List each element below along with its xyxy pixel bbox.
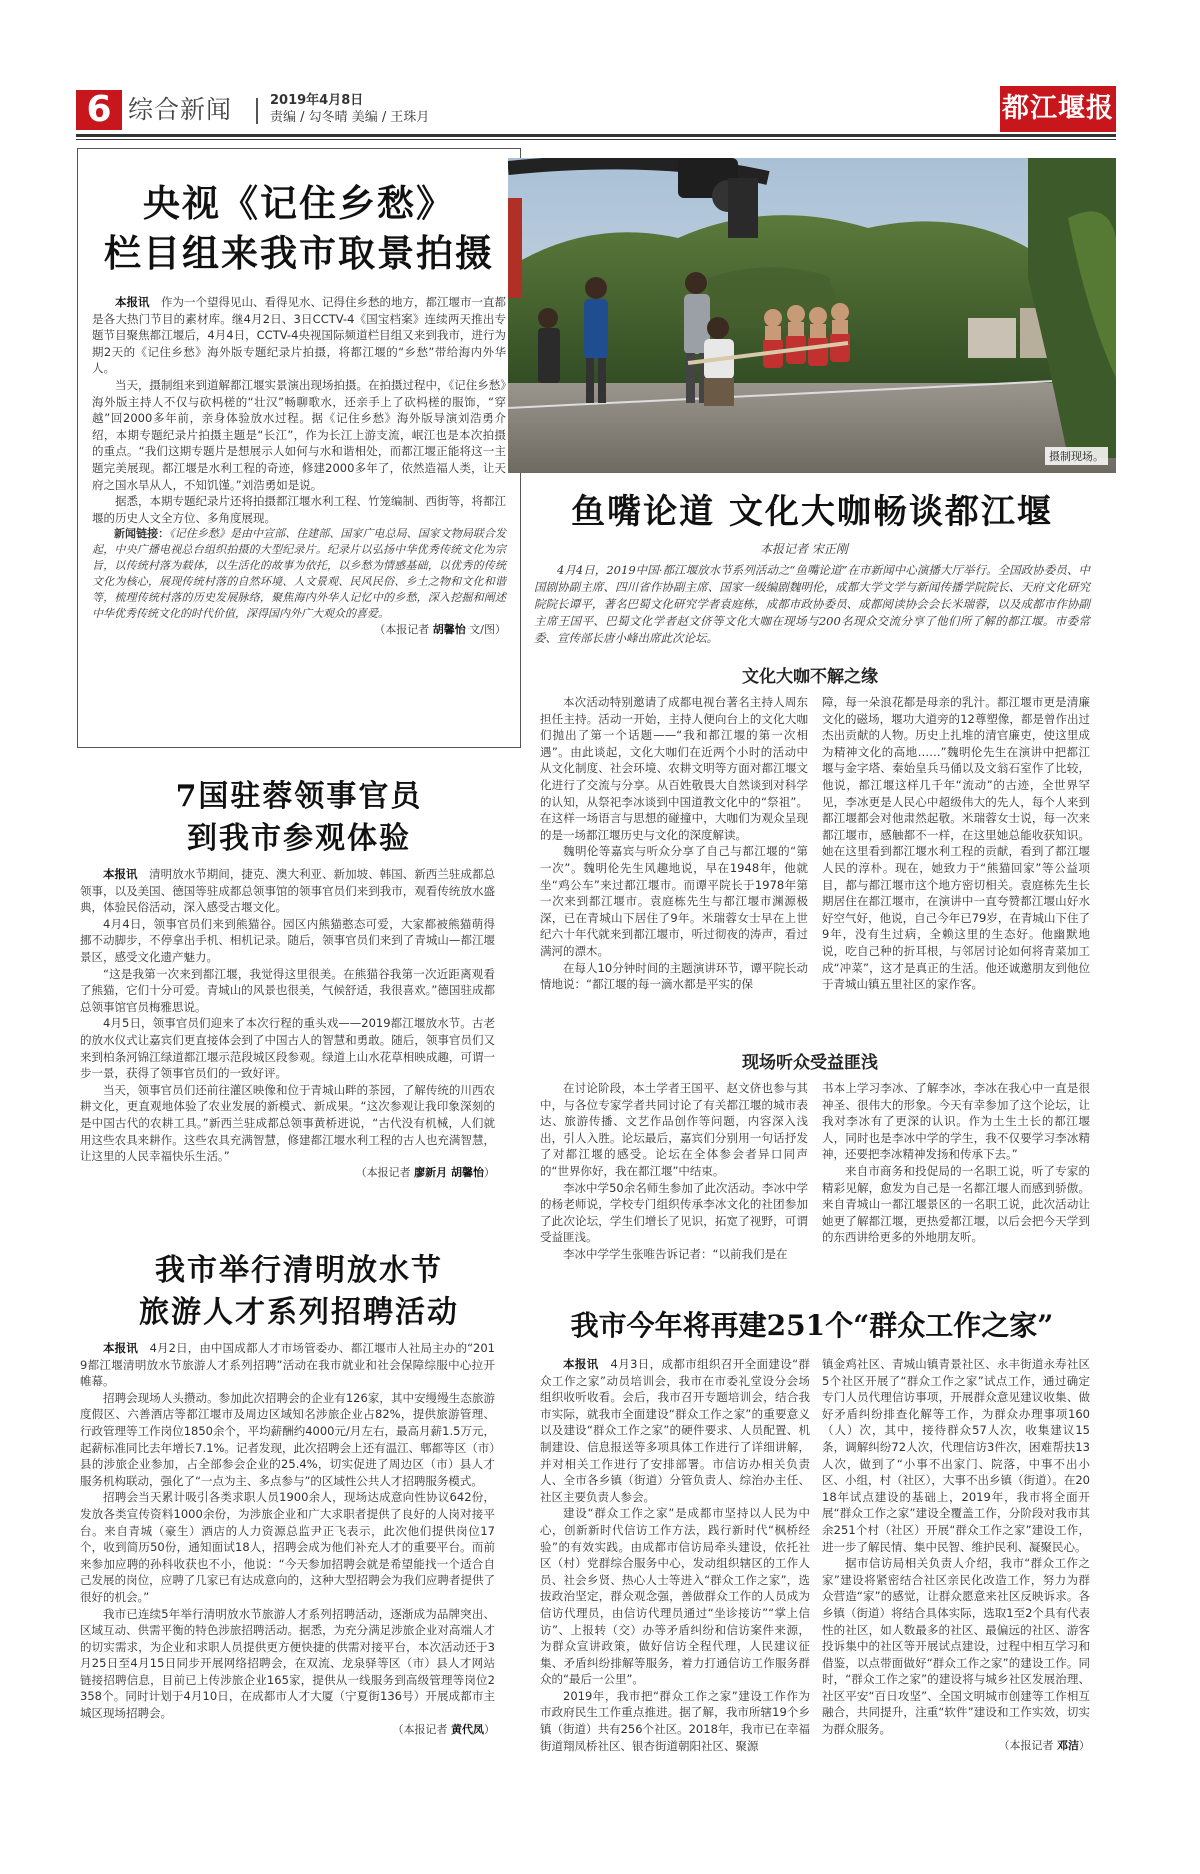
article-yuzui-byline: 本报记者 宋正刚 — [760, 542, 848, 556]
news-link-text: 《记住乡愁》是由中宣部、住建部、国家广电总局、国家文物局联合发起，中央广播电视总台组织拍摄的大型纪录片。纪录片以弘扬中华优秀传统文化为宗旨，以传统村落为载体，以生活化的故事为依托，以乡愁为情感基础，以优秀的传统文化为核心，展现传统村落的自然环境、人文景观、民风民俗、乡土之物和文化和谐等，梳理传统村落的历史发展脉络，聚焦海内外华人记忆中的乡愁，深入挖掘和阐述中华优秀传统文化的时代价值，深得国内外广大观众的喜爱。 — [92, 527, 507, 621]
paragraph — [92, 294, 506, 377]
article-credit — [80, 1165, 495, 1182]
article-yuzui-col2 — [822, 694, 1090, 993]
paragraph-text: 作为一个望得见山、看得见水、记得住乡愁的地方，都江堰市一直都是各大热门节目的素材库。继4月2日、3日CCTV-4《国宝档案》连续两天推出专题节目聚焦都江堰后，4月4日，CCTV-4央视国际频道栏目组又来到我市，进行为期2天的《记住乡愁》海外版专题纪录片拍摄，将都江堰的“乡愁”带给海内外华人。 — [92, 295, 506, 376]
filming-scene-image — [508, 158, 1116, 473]
lead-tag: 本报讯 — [115, 295, 150, 309]
paragraph: 4月4日，领事官员们来到熊猫谷。园区内熊猫憨态可爱，大家都被熊猫萌得挪不动脚步，不停拿出手机、相机记录。随后，领事官员们来到了青城山—都江堰景区，感受文化遗产魅力。 — [80, 916, 495, 964]
credit-suffix: ） — [484, 1722, 495, 1736]
paragraph: 本次活动特别邀请了成都电视台著名主持人周东担任主持。活动一开始，主持人便向台上的文化大咖们抛出了第一个话题——“我和都江堰的第一次相遇”。由此谈起，文化大咖们在近两个小时的活动中从文化制度、社会环境、农耕文明等方面对都江堰文化进行了交流与分享。从百姓敬畏大自然谈到对科学的认知，从祭祀李冰谈到中国道教文化中的“祭祖”。在这样一场语言与思想的碰撞中，大咖们为观众呈现的是一场都江堰历史与文化的深度解读。 — [540, 695, 808, 842]
section-divider — [256, 98, 258, 124]
lead-tag: 本报讯 — [103, 867, 138, 881]
paragraph: 当天，领事官员们还前往灌区映像和位于青城山畔的茶园，了解传统的川西农耕文化，更直观地体验了农业发展的新模式、新成果。“这次参观让我印象深刻的是中国古代的农耕工具。”新西兰驻成都总领事黄桥进说，“古代没有机械，人们就用这些农具来耕作。这些农具充满智慧，修建都江堰水利工程的古人也充满智慧，让这里的人民幸福快乐生活。” — [80, 1082, 495, 1164]
lead-tag: 本报讯 — [103, 1341, 138, 1355]
credit-suffix: ） — [1079, 1738, 1090, 1752]
credit-name: 邓洁 — [1057, 1738, 1079, 1752]
paragraph: 招聘会现场人头攒动。参加此次招聘会的企业有126家，其中安缦缦生态旅游度假区、六善酒店等都江堰市及周边区域知名涉旅企业占82%，提供旅游管理、行政管理等工作岗位1850余个，平均薪酬约4000元/月左右，最高月薪1.5万元，起薪标准同比去年增长7.1%。记者发现，此次招聘会上还有温江、郫都等区（市）县的涉旅企业参加，占全部参会企业的25.4%，切实促进了周边区（市）县人才服务机构联动，强化了“一点为主、多点参与”的区域性公共人才招聘服务模式。 — [80, 1390, 495, 1488]
editors-credit: 责编 / 勾冬晴 美编 / 王珠月 — [270, 110, 430, 125]
paragraph-text: 清明放水节期间，捷克、澳大利亚、新加坡、韩国、新西兰驻成都总领事，以及美国、德国等驻成都总领事馆的领事官员们来到我市，观看传统放水盛典，体验民俗活动，深入感受古堰文化。 — [80, 867, 496, 915]
headline-line-1: 7国驻蓉领事官员 — [175, 779, 423, 814]
paragraph: 在讨论阶段，本土学者王国平、赵文侪也参与其中，与各位专家学者共同讨论了有关都江堰的城市表达、旅游传播、文艺作品创作等问题，内容深入浅出，引人入胜。论坛最后，嘉宾们分别用一句话抒发了对都江堰的感受。论坛在全体参会者异口同声的“世界你好，我在都江堰”中结束。 — [540, 1081, 808, 1178]
article-cctv-headline — [80, 178, 518, 278]
paragraph — [540, 1356, 810, 1505]
credit-name: 胡馨怡 — [432, 623, 466, 637]
article-yuzui-intro: 4月4日，2019中国·都江堰放水节系列活动之“鱼嘴论道”在市新闻中心演播大厅举行。全国政协委员、中国剧协副主席、四川省作协副主席、国家一级编剧魏明伦，成都大学文学与新闻传播学院院长、天府文化研究院院长谭平，著名巴蜀文化研究学者袁庭栋，成都市政协委员、成都阅读协会会长米瑞蓉，以及成都市作协副主席王国平、巴蜀文化学者赵文侪等文化大咖在现场与200名现众交流分享了他们所了解的都江堰。市委常委、宣传部长唐小峰出席此次论坛。 — [534, 563, 1090, 645]
paragraph: 在每人10分钟时间的主题演讲环节，谭平院长动情地说：“都江堰的每一滴水都是平实的保 — [540, 960, 808, 992]
credit-prefix: （本报记者 — [355, 1165, 415, 1179]
paragraph: 李冰中学50余名师生参加了此次活动。李冰中学的杨老师说，学校专门组织传承李冰文化的社团参加了此次论坛，学生们增长了见识，拓宽了视野，可谓受益匪浅。 — [540, 1180, 808, 1245]
masthead — [76, 90, 1116, 130]
article-yuzui-col4 — [822, 1080, 1090, 1246]
credit-suffix: ） — [484, 1165, 495, 1179]
credit-prefix: （本报记者 — [374, 623, 433, 637]
paragraph — [80, 866, 495, 916]
photo-caption: 摄制现场。 — [1045, 447, 1108, 465]
article-credit — [80, 1722, 495, 1739]
credit-prefix: （本报记者 — [392, 1722, 451, 1736]
paragraph — [80, 1340, 495, 1390]
paragraph: 招聘会当天累计吸引各类求职人员1900余人，现场达成意向性协议642份，发放各类宣传资料1000余份，为涉旅企业和广大求职者提供了良好的人岗对接平台。来自青城（豪生）酒店的人力资源总监尹正飞表示，此次他们提供岗位17个，收到简历50份，通知面试18人，招聘会成为他们补充人才的重要平台。而前来参加应聘的孙科收获也不小，他说：“今天参加招聘会就是希望能找一个适合自己发展的岗位，应聘了几家已有达成意向的，这种大型招聘会为我们应聘者提供了很好的机会。” — [80, 1490, 495, 1604]
article-workhome-col2 — [822, 1356, 1090, 1754]
lead-tag: 本报讯 — [563, 1357, 599, 1371]
credit-suffix: 文/图） — [465, 623, 506, 637]
article-workhome-col1 — [540, 1356, 810, 1754]
article-credit — [92, 622, 506, 639]
paragraph: 魏明伦等嘉宾与听众分享了自己与都江堰的“第一次”。魏明伦先生风趣地说，早在1948年，他就坐“鸡公车”来过都江堰市。而谭平院长于1978年第一次来到都江堰市。袁庭栋先生与都江堰市渊源极深，已在青城山下居住了9年。米瑞蓉女士早在上世纪六十年代就来到都江堰市，听过彻夜的涛声，看过满河的漂木。 — [540, 844, 808, 958]
article-cctv-body — [92, 294, 506, 639]
masthead-rule-thin — [76, 139, 1116, 140]
paragraph: 2019年，我市把“群众工作之家”建设工作作为市政府民生工作重点推进。据了解，我市所辖19个乡镇（街道）共有256个社区。2018年，我市已在幸福街道翔凤桥社区、银杏街道朝阳社区、聚源 — [540, 1688, 810, 1753]
article-yuzui-col3 — [540, 1080, 808, 1263]
article-yuzui-col1 — [540, 694, 808, 993]
headline-line-2: 旅游人才系列招聘活动 — [139, 1295, 459, 1330]
news-link-note — [92, 526, 506, 622]
paragraph: 建设“群众工作之家”是成都市坚持以人民为中心，创新新时代信访工作方法，践行新时代“枫桥经验”的有效实践。由成都市信访局牵头建设，依托社区（村）党群综合服务中心，发动组织辖区的工作人员、社会乡贤、热心人士等进入“群众工作之家”，选拔政治坚定，群众观念强，善做群众工作的人员成为信访代理员，由信访代理员通过“坐诊接访”“掌上信访”、上报转（交）办等矛盾纠纷和信访案件来源，为群众宣讲政策，做好信访全程代理，人民建议征集、矛盾纠纷排解等服务，着力打通信访工作服务群众的“最后一公里”。 — [540, 1506, 810, 1687]
paragraph: 4月5日，领事官员们迎来了本次行程的重头戏——2019都江堰放水节。古老的放水仪式让嘉宾们更直接体会到了中国古人的智慧和勇敢。随后，领事官员们又来到柏条河锦江绿道都江堰示范段城区段参观。绿道上山水花草相映成趣，可谓一步一景，获得了领事官员们的一致好评。 — [80, 1016, 495, 1081]
paragraph-text: 4月3日，成都市组织召开全面建设“群众工作之家”动员培训会，我市在市委礼堂设分会场组织收听收看。会后，我市召开专题培训会，结合我市实际，就我市全面建设“群众工作之家”的重要意义以及建设“群众工作之家”的硬件要求、人员配置、机制建设、信息报送等多项具体工作进行了详细讲解，并对相关工作进行了安排部署。市信访办相关负责人、全市各乡镇（街道）分管负责人、综治办主任、社区主要负责人参会。 — [540, 1357, 811, 1504]
headline-line-2: 栏目组来我市取景拍摄 — [104, 231, 494, 275]
subheading-cultural-bond: 文化大咖不解之缘 — [742, 667, 878, 687]
credit-name: 黄代凤 — [451, 1722, 484, 1736]
paragraph: 书本上学习李冰、了解李冰，李冰在我心中一直是很神圣、很伟大的形象。今天有幸参加了这个论坛，让我对李冰有了更深的认识。作为土生土长的都江堰人，同时也是李冰中学的学生，我不仅要学习李冰精神，还要把李冰精神发扬和传承下去。” — [822, 1081, 1090, 1162]
credit-prefix: （本报记者 — [998, 1738, 1057, 1752]
page-number: 6 — [76, 90, 122, 130]
article-workhome-headline: 我市今年将再建251个“群众工作之家” — [570, 1309, 1054, 1342]
article-consuls-headline — [77, 776, 521, 860]
news-link-label: 新闻链接： — [114, 527, 170, 541]
paragraph: 镇金鸡社区、青城山镇青景社区、永丰街道永寿社区5个社区开展了“群众工作之家”试点工作，通过确定专门人员代理信访事项，开展群众意见建议收集、做好矛盾纠纷排查化解等工作，为群众办理事项160（人）次，其中，接待群众57人次，收集建议15条，调解纠纷72人次，代理信访3件次，困难帮扶13人次，做到了“小事不出家门、院落，中事不出小区、小组，村（社区），大事不出乡镇（街道）。在2018年试点建设的基础上，2019年，我市将全面开展“群众工作之家”建设全覆盖工作，分阶段对我市其余251个村（社区）开展“群众工作之家”建设工作，进一步了解民情、集中民智、维护民利、凝聚民心。 — [822, 1357, 1090, 1554]
paragraph: 障，每一朵浪花都是母亲的乳汁。都江堰市更是清廉文化的磁场，堰功大道旁的12尊塑像，都是曾作出过杰出贡献的人物。历史上扎堆的清官廉吏，使这里成为精神文化的高地……”魏明伦先生在演讲中把都江堰与金字塔、秦始皇兵马俑以及文翁石室作了比较，他说，都江堰这样几千年“流动”的古迹，全世界罕见，李冰更是人民心中超级伟大的先人，每个人来到都江堰都会对他肃然起敬。米瑞蓉女士说，每一次来都江堰市，感触都不一样，在这里她总能收获知识。她在这里看到都江堰水利工程的贡献，看到了都江堰人民的淳朴。现在，她致力于“熊猫回家”等公益项目，都与都江堰市这个地方密切相关。袁庭栋先生长期居住在都江堰市，在演讲中一直夸赞都江堰山好水好空气好，他说，自己今年已79岁，在青城山下住了9年，没有生过病，全赖这里的生态好。他幽默地说，吃自己种的折耳根，与邻居讨论如何将青菜加工成“冲菜”，这才是真正的生活。他还诚邀朋友到他位于青城山镇五里社区的家作客。 — [822, 695, 1090, 992]
paragraph: 据市信访局相关负责人介绍，我市“群众工作之家”建设将紧密结合社区亲民化改造工作，努力为群众营造“家”的感觉，让群众愿意来社区反映诉求。各乡镇（街道）将结合具体实际，选取1至2个具有代表性的社区，如人数最多的社区、最偏远的社区、游客投诉集中的社区等开展试点建设，过程中相互学习和借鉴，以点带面做好“群众工作之家”的建设工作。同时，“群众工作之家”的建设将与城乡社区发展治理、社区平安“百日攻坚”、全国文明城市创建等工作相互融合，共同提升，注重“软件”建设和工作实效，切实为群众服务。 — [822, 1556, 1090, 1737]
paragraph: 来自市商务和投促局的一名职工说，听了专家的精彩见解，愈发为自己是一名都江堰人而感到骄傲。来自青城山一都江堰景区的一名职工说，此次活动让她更了解都江堰，更热爱都江堰，以后会把今天学到的东西讲给更多的外地朋友听。 — [822, 1163, 1090, 1245]
article-yuzui-headline: 鱼嘴论道 文化大咖畅谈都江堰 — [571, 492, 1053, 532]
paragraph: 据悉，本期专题纪录片还将拍摄都江堰水利工程、竹笼编制、西街等，将都江堰的历史人文全方位、多角度展现。 — [92, 494, 506, 525]
paragraph: 李冰中学学生张唯告诉记者：“以前我们是在 — [563, 1246, 788, 1261]
headline-line-1: 我市举行清明放水节 — [155, 1253, 443, 1288]
paragraph: “这是我第一次来到都江堰，我觉得这里很美。在熊猫谷我第一次近距离观看了熊猫，它们十分可爱。青城山的风景也很美，气候舒适，我很喜欢。”德国驻成都总领事馆官员梅雅思说。 — [80, 966, 495, 1014]
paragraph-text: 4月2日，由中国成都人才市场管委办、都江堰市人社局主办的“2019都江堰清明放水节旅游人才系列招聘”活动在我市就业和社会保障综服中心拉开帷幕。 — [80, 1341, 495, 1389]
newspaper-logo: 都江堰报 — [1000, 86, 1116, 132]
masthead-meta — [270, 92, 429, 126]
subheading-audience-benefit: 现场听众受益匪浅 — [742, 1053, 878, 1073]
headline-line-1: 央视《记住乡愁》 — [143, 181, 455, 225]
paragraph: 当天，摄制组来到道解都江堰实景演出现场拍摄。在拍摄过程中，《记住乡愁》海外版主持人不仅与砍杩槎的“壮汉”畅聊歌水，还亲手上了砍杩槎的服饰，“穿越”回2000多年前，亲身体验放水过程。据《记住乡愁》海外版导演刘浩勇介绍，本期专题纪录片拍摄主题是“长江”，作为长江上游支流，岷江也是本次拍摄的重点。“我们这期专题片是想展示人如何与水和谐相处，而都江堰正能将这一主题完美展现。都江堰是水利工程的奇迹，修建2000多年了，依然造福人类，让天府之国水旱从人，不知饥馑。”刘浩勇如是说。 — [92, 377, 506, 492]
article-recruit-body — [80, 1340, 495, 1738]
filming-photo — [508, 158, 1116, 473]
paragraph: 我市已连续5年举行清明放水节旅游人才系列招聘活动，逐渐成为品牌突出、区域互动、供需平衡的特色涉旅招聘活动。据悉，为充分满足涉旅企业对高端人才的切实需求，为企业和求职人员提供更方便快捷的供需对接平台，本次活动还于3月25日至4月15日同步开展网络招聘会，在双流、龙泉驿等区（市）县人才网站链接招聘信息，目前已上传涉旅企业165家，提供从一线服务到高级管理等岗位2358个。同时计划于4月10日，在成都市人才大厦（宁夏街136号）开展成都市主城区现场招聘会。 — [80, 1606, 495, 1721]
article-consuls-body — [80, 866, 495, 1181]
credit-name: 廖新月 胡馨怡 — [414, 1165, 484, 1179]
section-title: 综合新闻 — [128, 95, 233, 124]
masthead-rule-thick — [76, 134, 1116, 137]
headline-line-2: 到我市参观体验 — [187, 821, 411, 856]
issue-date: 2019年4月8日 — [270, 93, 364, 108]
article-recruit-headline — [77, 1250, 521, 1334]
article-credit — [822, 1738, 1090, 1755]
